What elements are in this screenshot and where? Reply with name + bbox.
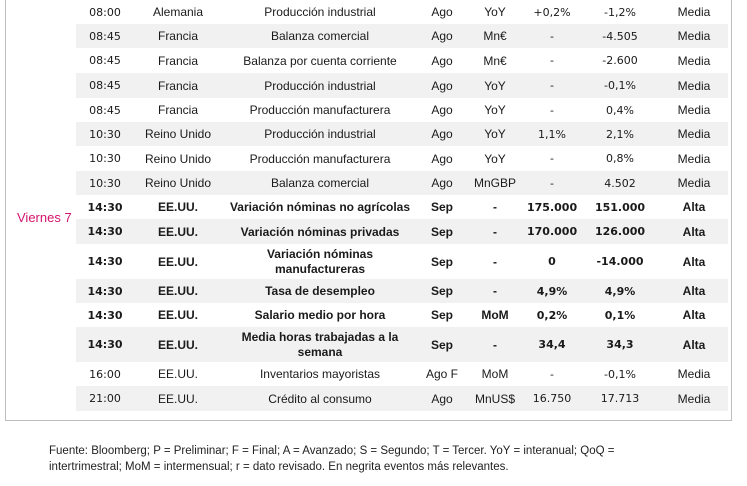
- table-row: [76, 195, 728, 219]
- table-row: [76, 24, 728, 48]
- cell-period: Ago: [418, 24, 466, 48]
- cell-event: Salario medio por hora: [254, 308, 386, 322]
- cell-unit: Mn€: [466, 24, 524, 48]
- footnote: [49, 443, 689, 475]
- cell-country: EE.UU.: [134, 386, 222, 411]
- cell-importance: Media: [660, 122, 728, 146]
- cell-event: Crédito al consumo: [222, 386, 418, 411]
- cell-forecast: -: [550, 367, 554, 381]
- cell-country: Francia: [157, 53, 198, 68]
- economic-calendar-table: [76, 0, 728, 411]
- cell-event: Balanza comercial: [222, 24, 418, 48]
- cell-period: Sep: [418, 219, 466, 244]
- cell-event: Producción industrial: [222, 122, 418, 146]
- cell-previous: 0,8%: [606, 152, 634, 165]
- cell-forecast: 34,4: [524, 327, 580, 362]
- cell-time: 08:00: [89, 5, 121, 19]
- cell-importance: Alta: [682, 200, 706, 214]
- cell-unit: -: [466, 327, 524, 362]
- cell-unit: -: [466, 219, 524, 244]
- cell-forecast: 175.000: [527, 200, 578, 214]
- cell-importance: Alta: [660, 219, 728, 244]
- cell-unit: YoY: [466, 73, 524, 98]
- cell-previous: 126.000: [580, 219, 660, 244]
- cell-event: Producción industrial: [222, 73, 418, 98]
- table-row: [76, 122, 728, 146]
- cell-period: Ago: [418, 171, 466, 195]
- cell-previous: -0,1%: [580, 73, 660, 98]
- cell-unit: Mn€: [483, 53, 507, 68]
- cell-importance: Media: [677, 103, 711, 117]
- cell-period: Ago: [431, 151, 453, 166]
- cell-country: EE.UU.: [157, 200, 198, 214]
- cell-importance: Media: [677, 53, 711, 68]
- table-row: [76, 362, 728, 386]
- cell-forecast: 0: [548, 255, 556, 268]
- cell-period: Sep: [430, 308, 453, 322]
- table-row: [76, 279, 728, 303]
- cell-time: 08:45: [76, 24, 134, 48]
- cell-unit: YoY: [484, 151, 506, 166]
- cell-importance: Media: [677, 367, 711, 381]
- cell-forecast: +0,2%: [533, 5, 571, 19]
- cell-previous: 151.000: [594, 200, 646, 214]
- cell-unit: MoM: [481, 367, 509, 381]
- cell-previous: -4.505: [580, 24, 660, 48]
- cell-country: Alemania: [152, 5, 204, 19]
- cell-importance: Media: [660, 73, 728, 98]
- cell-previous: 4.502: [580, 171, 660, 195]
- cell-time: 14:30: [87, 308, 123, 322]
- cell-country: EE.UU.: [134, 219, 222, 244]
- cell-previous: 0,1%: [604, 308, 636, 322]
- cell-event: Variación nóminas manufactureras: [266, 246, 374, 276]
- cell-event: Inventarios mayoristas: [259, 367, 381, 381]
- cell-previous: -14.000: [596, 255, 644, 268]
- cell-time: 08:45: [76, 73, 134, 98]
- cell-previous: 4,9%: [580, 279, 660, 303]
- cell-forecast: -: [550, 54, 554, 67]
- cell-country: EE.UU.: [157, 308, 198, 322]
- cell-country: EE.UU.: [157, 254, 198, 269]
- cell-forecast: 16.750: [524, 386, 580, 411]
- table-row: [76, 73, 728, 98]
- cell-unit: -: [466, 279, 524, 303]
- cell-previous: 0,4%: [606, 103, 634, 117]
- cell-country: Francia: [134, 73, 222, 98]
- cell-time: 08:45: [89, 103, 121, 117]
- cell-event: Producción industrial: [264, 5, 376, 19]
- cell-period: Ago: [418, 73, 466, 98]
- cell-period: Sep: [430, 200, 453, 214]
- cell-event: Balanza por cuenta corriente: [243, 53, 397, 68]
- cell-country: Francia: [134, 24, 222, 48]
- cell-period: Ago: [431, 103, 453, 117]
- cell-importance: Media: [677, 5, 711, 19]
- cell-importance: Alta: [660, 327, 728, 362]
- cell-unit: YoY: [484, 5, 506, 19]
- cell-country: Francia: [157, 103, 198, 117]
- cell-event: Balanza comercial: [222, 171, 418, 195]
- cell-previous: -0,1%: [604, 367, 636, 381]
- cell-period: Ago: [431, 5, 453, 19]
- cell-previous: 17.713: [580, 386, 660, 411]
- cell-previous: -1,2%: [604, 5, 636, 19]
- cell-previous: 34,3: [580, 327, 660, 362]
- cell-country: Reino Unido: [134, 171, 222, 195]
- cell-event: Producción manufacturera: [249, 103, 391, 117]
- cell-period: Ago: [431, 53, 453, 68]
- table-row: [76, 98, 728, 122]
- table-row: [76, 48, 728, 73]
- cell-event: Variación nóminas privadas: [222, 219, 418, 244]
- cell-unit: MnGBP: [466, 171, 524, 195]
- cell-importance: Media: [677, 151, 711, 166]
- footnote-line-1: Fuente: Bloomberg; P = Preliminar; F = Final; A = Avanzado; S = Segundo; T = Tercer. YoY = interanual; QoQ =: [49, 445, 615, 457]
- cell-period: Sep: [430, 254, 453, 269]
- cell-unit: MoM: [481, 308, 509, 322]
- cell-forecast: 170.000: [524, 219, 580, 244]
- cell-unit: MnUS$: [466, 386, 524, 411]
- cell-previous: -2.600: [602, 54, 638, 67]
- cell-time: 08:45: [89, 54, 121, 67]
- cell-time: 14:30: [76, 327, 134, 362]
- cell-previous: 2,1%: [580, 122, 660, 146]
- cell-time: 14:30: [76, 279, 134, 303]
- cell-time: 14:30: [87, 200, 123, 214]
- cell-forecast: -: [524, 73, 580, 98]
- cell-country: EE.UU.: [134, 327, 222, 362]
- cell-time: 10:30: [76, 171, 134, 195]
- cell-country: EE.UU.: [157, 367, 198, 381]
- cell-period: Ago F: [425, 367, 458, 381]
- cell-forecast: 1,1%: [524, 122, 580, 146]
- cell-event: Media horas trabajadas a la semana: [222, 327, 418, 362]
- table-row: [76, 219, 728, 244]
- table-row: [76, 303, 728, 327]
- cell-time: 14:30: [87, 255, 123, 268]
- cell-country: EE.UU.: [134, 279, 222, 303]
- cell-importance: Alta: [682, 308, 706, 322]
- cell-importance: Media: [660, 24, 728, 48]
- cell-forecast: 4,9%: [524, 279, 580, 303]
- cell-country: Reino Unido: [134, 122, 222, 146]
- cell-importance: Media: [660, 171, 728, 195]
- cell-period: Ago: [418, 122, 466, 146]
- day-label: Viernes 7: [17, 210, 72, 225]
- table-row: [76, 327, 728, 362]
- cell-period: Sep: [418, 327, 466, 362]
- cell-time: 10:30: [89, 152, 121, 165]
- cell-event: Tasa de desempleo: [222, 279, 418, 303]
- cell-forecast: 0,2%: [536, 308, 568, 322]
- cell-unit: YoY: [484, 103, 506, 117]
- cell-event: Variación nóminas no agrícolas: [229, 200, 411, 214]
- cell-time: 21:00: [76, 386, 134, 411]
- cell-event: Producción manufacturera: [249, 151, 391, 166]
- table-row: [76, 0, 728, 24]
- cell-forecast: -: [550, 103, 554, 117]
- cell-period: Ago: [418, 386, 466, 411]
- cell-time: 10:30: [76, 122, 134, 146]
- cell-country: Reino Unido: [144, 151, 212, 166]
- cell-time: 14:30: [76, 219, 134, 244]
- cell-forecast: -: [550, 152, 554, 165]
- footnote-line-2: intertrimestral; MoM = intermensual; r = dato revisado. En negrita eventos más relevantes.: [49, 461, 509, 473]
- cell-period: Sep: [418, 279, 466, 303]
- cell-unit: YoY: [466, 122, 524, 146]
- cell-importance: Alta: [660, 279, 728, 303]
- cell-importance: Media: [660, 386, 728, 411]
- cell-time: 16:00: [89, 367, 121, 381]
- table-row: [76, 171, 728, 195]
- cell-forecast: -: [524, 24, 580, 48]
- table-row: [76, 146, 728, 171]
- cell-unit: -: [493, 254, 497, 269]
- cell-unit: -: [493, 200, 497, 214]
- cell-forecast: -: [524, 171, 580, 195]
- table-row: [76, 244, 728, 279]
- cell-importance: Alta: [682, 254, 706, 269]
- table-row: [76, 386, 728, 411]
